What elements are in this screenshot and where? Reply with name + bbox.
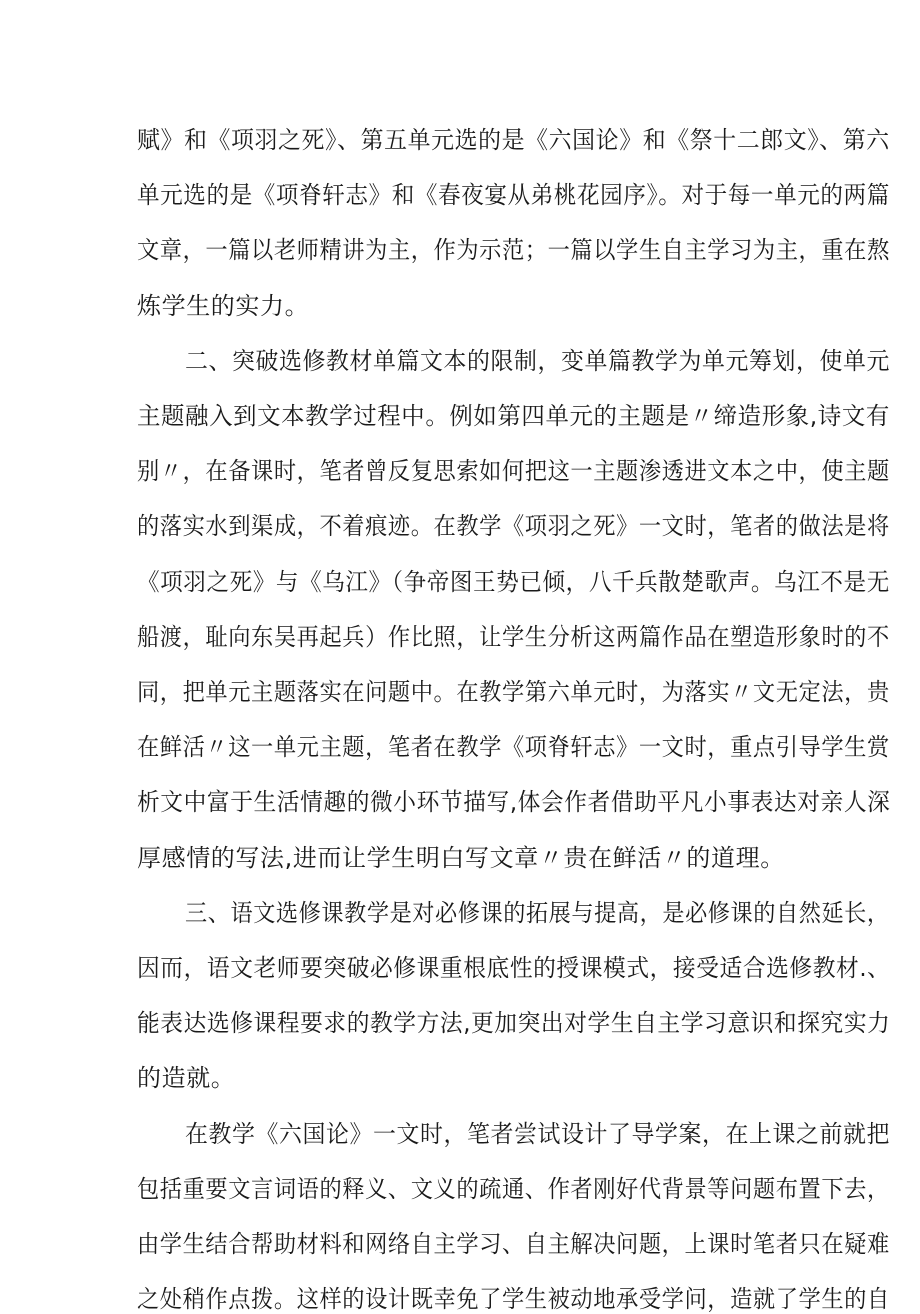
- text-line: 能表达选修课程要求的教学方法,更加突出对学生自主学习意识和探究实力: [137, 1009, 891, 1037]
- text-line: 赋》和《项羽之死》、第五单元选的是《六国论》和《祭十二郎文》、第六: [137, 126, 890, 154]
- text-line: 析文中富于生活情趣的微小环节描写,体会作者借助平凡小事表达对亲人深: [137, 788, 891, 816]
- text-line: 的落实水到渠成，不着痕迹。在教学《项羽之死》一文时，笔者的做法是将: [137, 512, 890, 540]
- text-line: 二、突破选修教材单篇文本的限制，变单篇教学为单元筹划，使单元: [185, 347, 891, 375]
- text-line: 单元选的是《项脊轩志》和《春夜宴从弟桃花园序》。对于每一单元的两篇: [137, 181, 890, 209]
- text-line: 在教学《六国论》一文时，笔者尝试设计了导学案，在上课之前就把: [185, 1120, 891, 1148]
- text-line: 船渡，耻向东吴再起兵）作比照，让学生分析这两篇作品在塑造形象时的不: [137, 623, 890, 651]
- text-line: 同，把单元主题落实在问题中。在教学第六单元时，为落实〃文无定法，贵: [137, 678, 890, 706]
- text-line: 文章，一篇以老师精讲为主，作为示范；一篇以学生自主学习为主，重在熬: [137, 236, 890, 264]
- text-line: 主题融入到文本教学过程中。例如第四单元的主题是〃缔造形象,诗文有: [137, 402, 890, 430]
- text-line: 因而，语文老师要突破必修课重根底性的授课模式，接受适合选修教材.、: [137, 954, 891, 982]
- text-line: 炼学生的实力。: [137, 292, 310, 320]
- text-line: 厚感情的写法,进而让学生明白写文章〃贵在鲜活〃的道理。: [137, 844, 785, 872]
- text-line: 由学生结合帮助材料和网络自主学习、自主解决问题，上课时笔者只在疑难: [137, 1230, 890, 1258]
- text-line: 别〃，在备课时，笔者曾反复思索如何把这一主题渗透进文本之中，使主题: [137, 457, 890, 485]
- text-line: 《项羽之死》与《乌江》（争帝图王势已倾，八千兵散楚歌声。乌江不是无: [137, 568, 890, 596]
- text-line: 三、语文选修课教学是对必修课的拓展与提高，是必修课的自然延长，: [185, 899, 890, 927]
- text-line: 之处稍作点拨。这样的设计既幸免了学生被动地承受学问，造就了学生的自: [137, 1285, 890, 1313]
- text-line: 在鲜活〃这一单元主题，笔者在教学《项脊轩志》一文时，重点引导学生赏: [137, 733, 890, 761]
- text-line: 包括重要文言词语的释义、文义的疏通、作者刚好代背景等问题布置下去，: [137, 1175, 890, 1203]
- text-line: 的造就。: [137, 1064, 236, 1092]
